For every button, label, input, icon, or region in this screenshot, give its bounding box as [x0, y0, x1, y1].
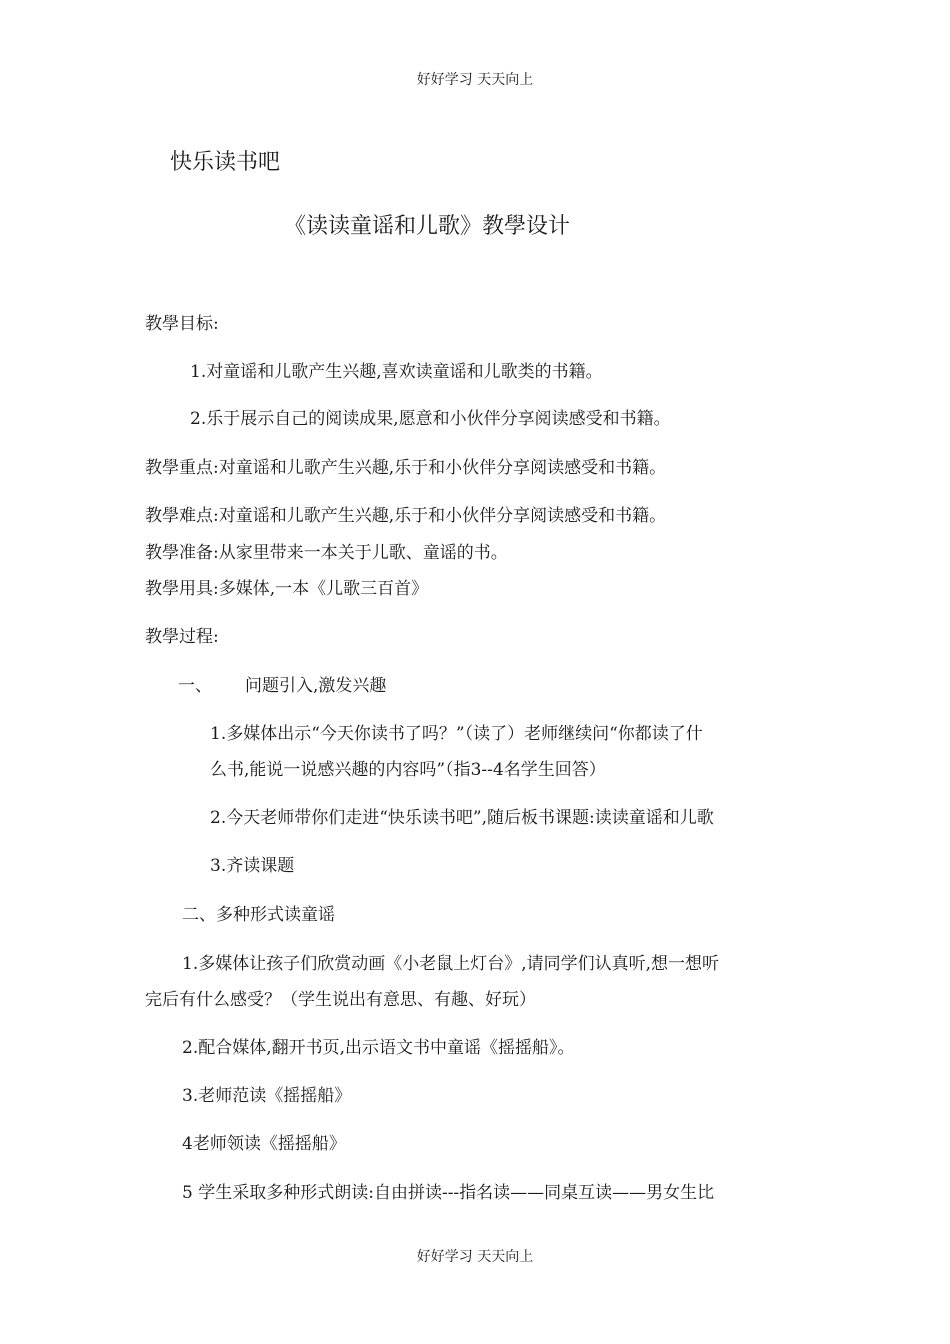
section1-item: 3.齐读课题: [210, 856, 295, 876]
section2-item: 3.老师范读《摇摇船》: [182, 1086, 352, 1106]
section1-item: 1.多媒体出示“今天你读书了吗？”（读了）老师继续问“你都读了什: [210, 724, 703, 744]
goals-label: 教學目标:: [145, 314, 219, 334]
goal-item: 2.乐于展示自己的阅读成果,愿意和小伙伴分享阅读感受和书籍。: [190, 409, 671, 429]
section2-item: 完后有什么感受？（学生说出有意思、有趣、好玩）: [145, 990, 536, 1010]
section2-item: 1.多媒体让孩子们欣赏动画《小老鼠上灯台》,请同学们认真听,想一想听: [182, 954, 720, 974]
section1-title: 问题引入,激发兴趣: [245, 676, 387, 696]
section-heading: 快乐读书吧: [170, 150, 281, 175]
process-label: 教學过程:: [145, 627, 219, 647]
section2-item: 5 学生采取多种形式朗读:自由拼读---指名读——同桌互读——男女生比: [182, 1183, 715, 1203]
preparation: 教學准备:从家里带来一本关于儿歌、童谣的书。: [145, 543, 508, 563]
page-header: 好好学习 天天向上: [416, 72, 534, 88]
page-footer: 好好学习 天天向上: [416, 1249, 534, 1265]
section1-item: 2.今天老师带你们走进“快乐读书吧”,随后板书课题:读读童谣和儿歌: [210, 808, 714, 828]
key-point: 教學重点:对童谣和儿歌产生兴趣,乐于和小伙伴分享阅读感受和书籍。: [145, 458, 667, 478]
tools: 教學用具:多媒体,一本《儿歌三百首》: [145, 579, 429, 599]
goal-item: 1.对童谣和儿歌产生兴趣,喜欢读童谣和儿歌类的书籍。: [190, 362, 603, 382]
section1-number: 一、: [178, 676, 212, 696]
document-title: 《读读童谣和儿歌》教學设计: [284, 214, 571, 239]
section2-item: 4老师领读《摇摇船》: [182, 1134, 346, 1154]
section1-item: 么书,能说一说感兴趣的内容吗”（指3--4名学生回答）: [210, 760, 606, 780]
section2-item: 2.配合媒体,翻开书页,出示语文书中童谣《摇摇船》。: [182, 1038, 575, 1058]
difficulty: 教學难点:对童谣和儿歌产生兴趣,乐于和小伙伴分享阅读感受和书籍。: [145, 506, 667, 526]
section2-title: 二、多种形式读童谣: [182, 905, 335, 925]
